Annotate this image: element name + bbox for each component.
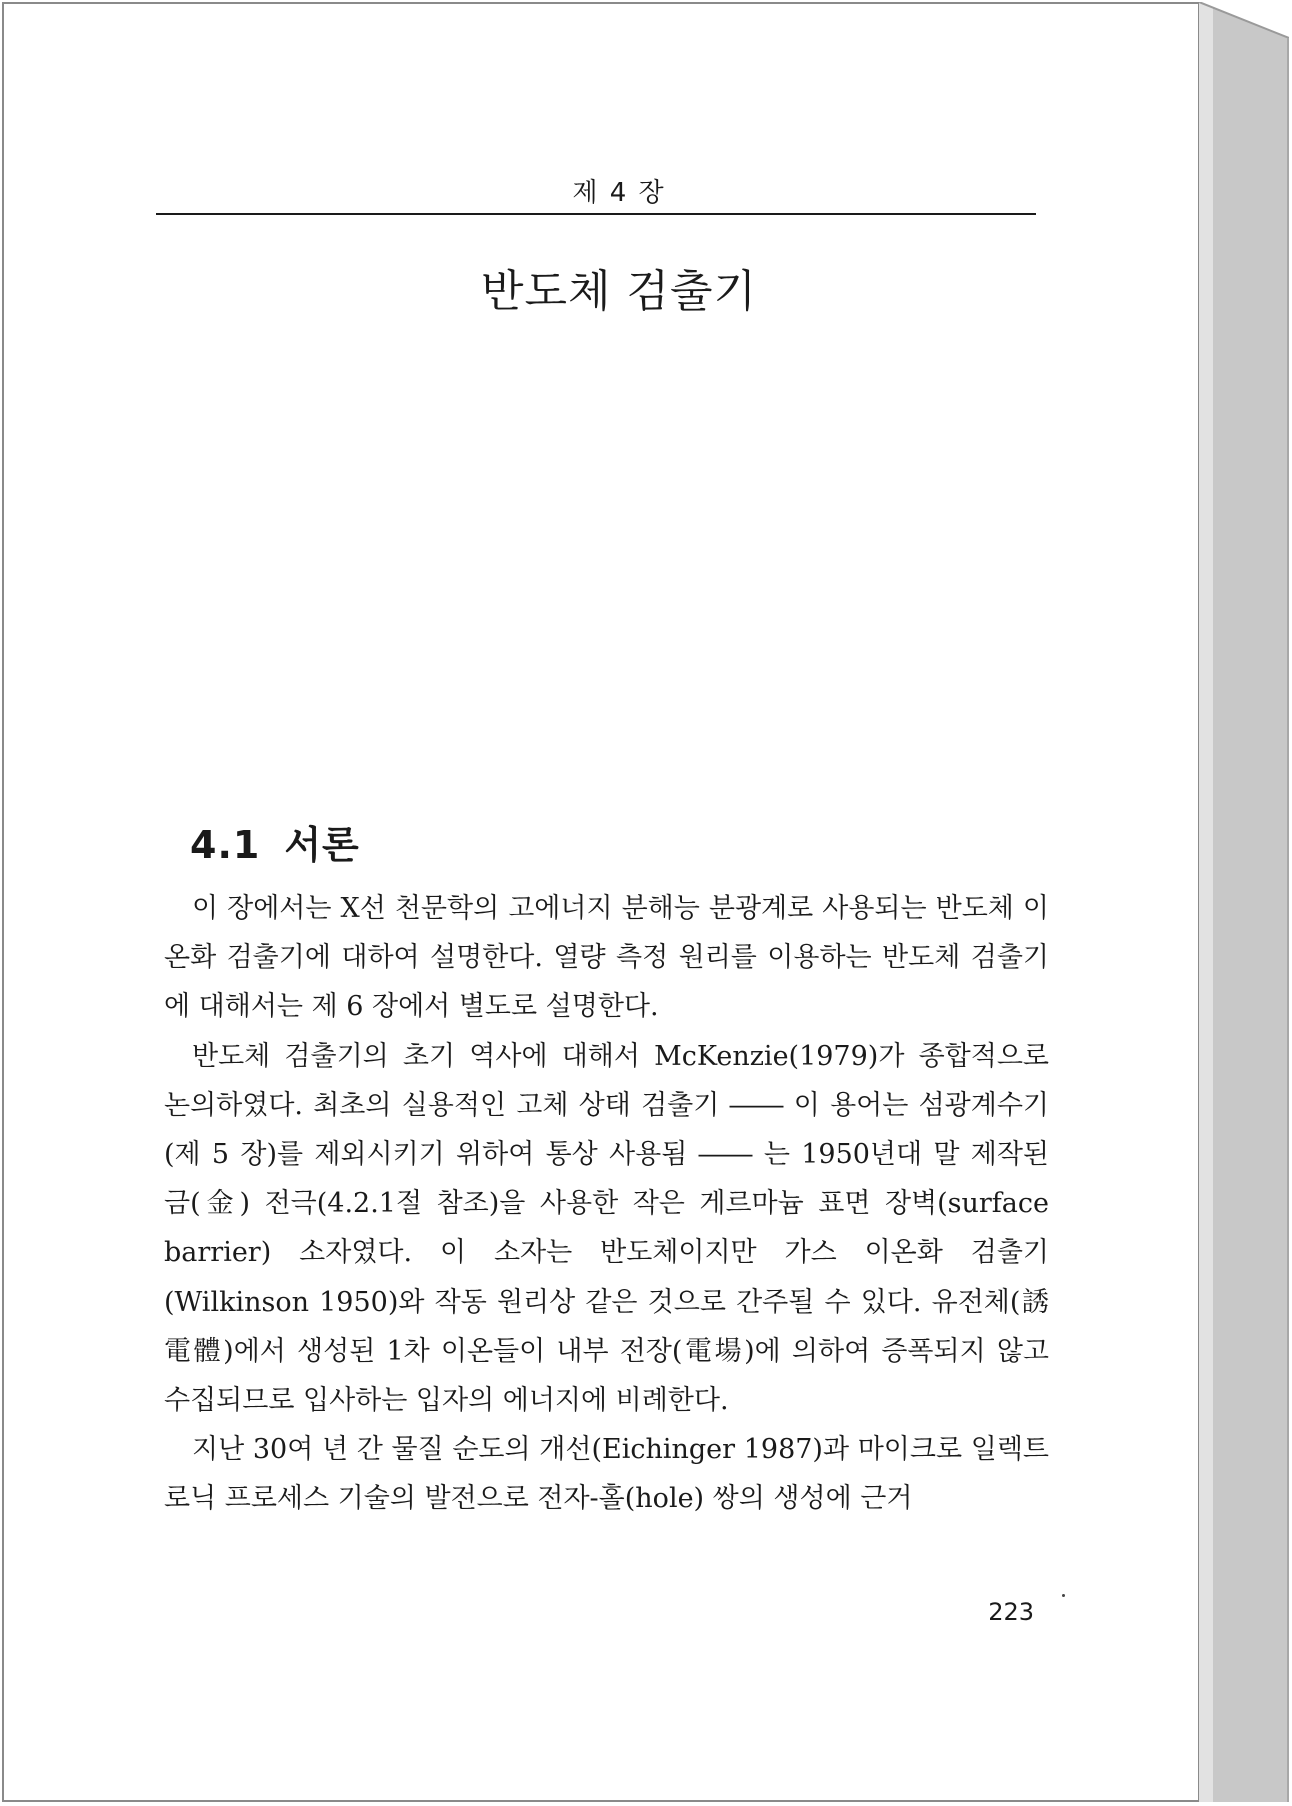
paragraph-1: 이 장에서는 X선 천문학의 고에너지 분해능 분광계로 사용되는 반도체 이온화 검출기에 대하여 설명한다. 열량 측정 원리를 이용하는 반도체 검출기에 대해서는 제 6 장에서 별도로 설명한다. [164, 893, 1049, 1023]
paragraph-2: 반도체 검출기의 초기 역사에 대해서 McKenzie(1979)가 종합적으로 논의하였다. 최초의 실용적인 고체 상태 검출기 ―― 이 용어는 섬광계수기(제 5 장)를 제외시키기 위하여 통상 사용됨 ―― 는 1950년대 말 제작된 금(金) 전극(4.2.1절 참조)을 사용한 작은 게르마늄 표면 장벽(surface barrier) 소자였다. 이 소자는 반도체이지만 가스 이온화 검출기(Wilkinson 1950)와 작동 원리상 같은 것으로 간주될 수 있다. 유전체(誘電體)에서 생성된 1차 이온들이 내부 전장(電場)에 의하여 증폭되지 않고 수집되므로 입사하는 입자의 에너지에 비례한다. [164, 1040, 1049, 1417]
section-number: 4.1 [190, 822, 261, 867]
section-heading [190, 814, 360, 869]
book-page [2, 2, 1200, 1802]
ink-speck [1062, 1594, 1065, 1597]
chapter-title: 반도체 검출기 [480, 266, 757, 318]
chapter-divider [156, 213, 1036, 215]
page-number: 223 [988, 1598, 1034, 1626]
book-page-edge [1199, 2, 1289, 1802]
chapter-label: 제 4 장 [572, 178, 666, 208]
body-text [164, 884, 1049, 1524]
paragraph-3: 지난 30여 년 간 물질 순도의 개선(Eichinger 1987)과 마이크로 일렉트로닉 프로세스 기술의 발전으로 전자-홀(hole) 쌍의 생성에 근거 [164, 1434, 1049, 1515]
section-title: 서론 [284, 822, 360, 867]
